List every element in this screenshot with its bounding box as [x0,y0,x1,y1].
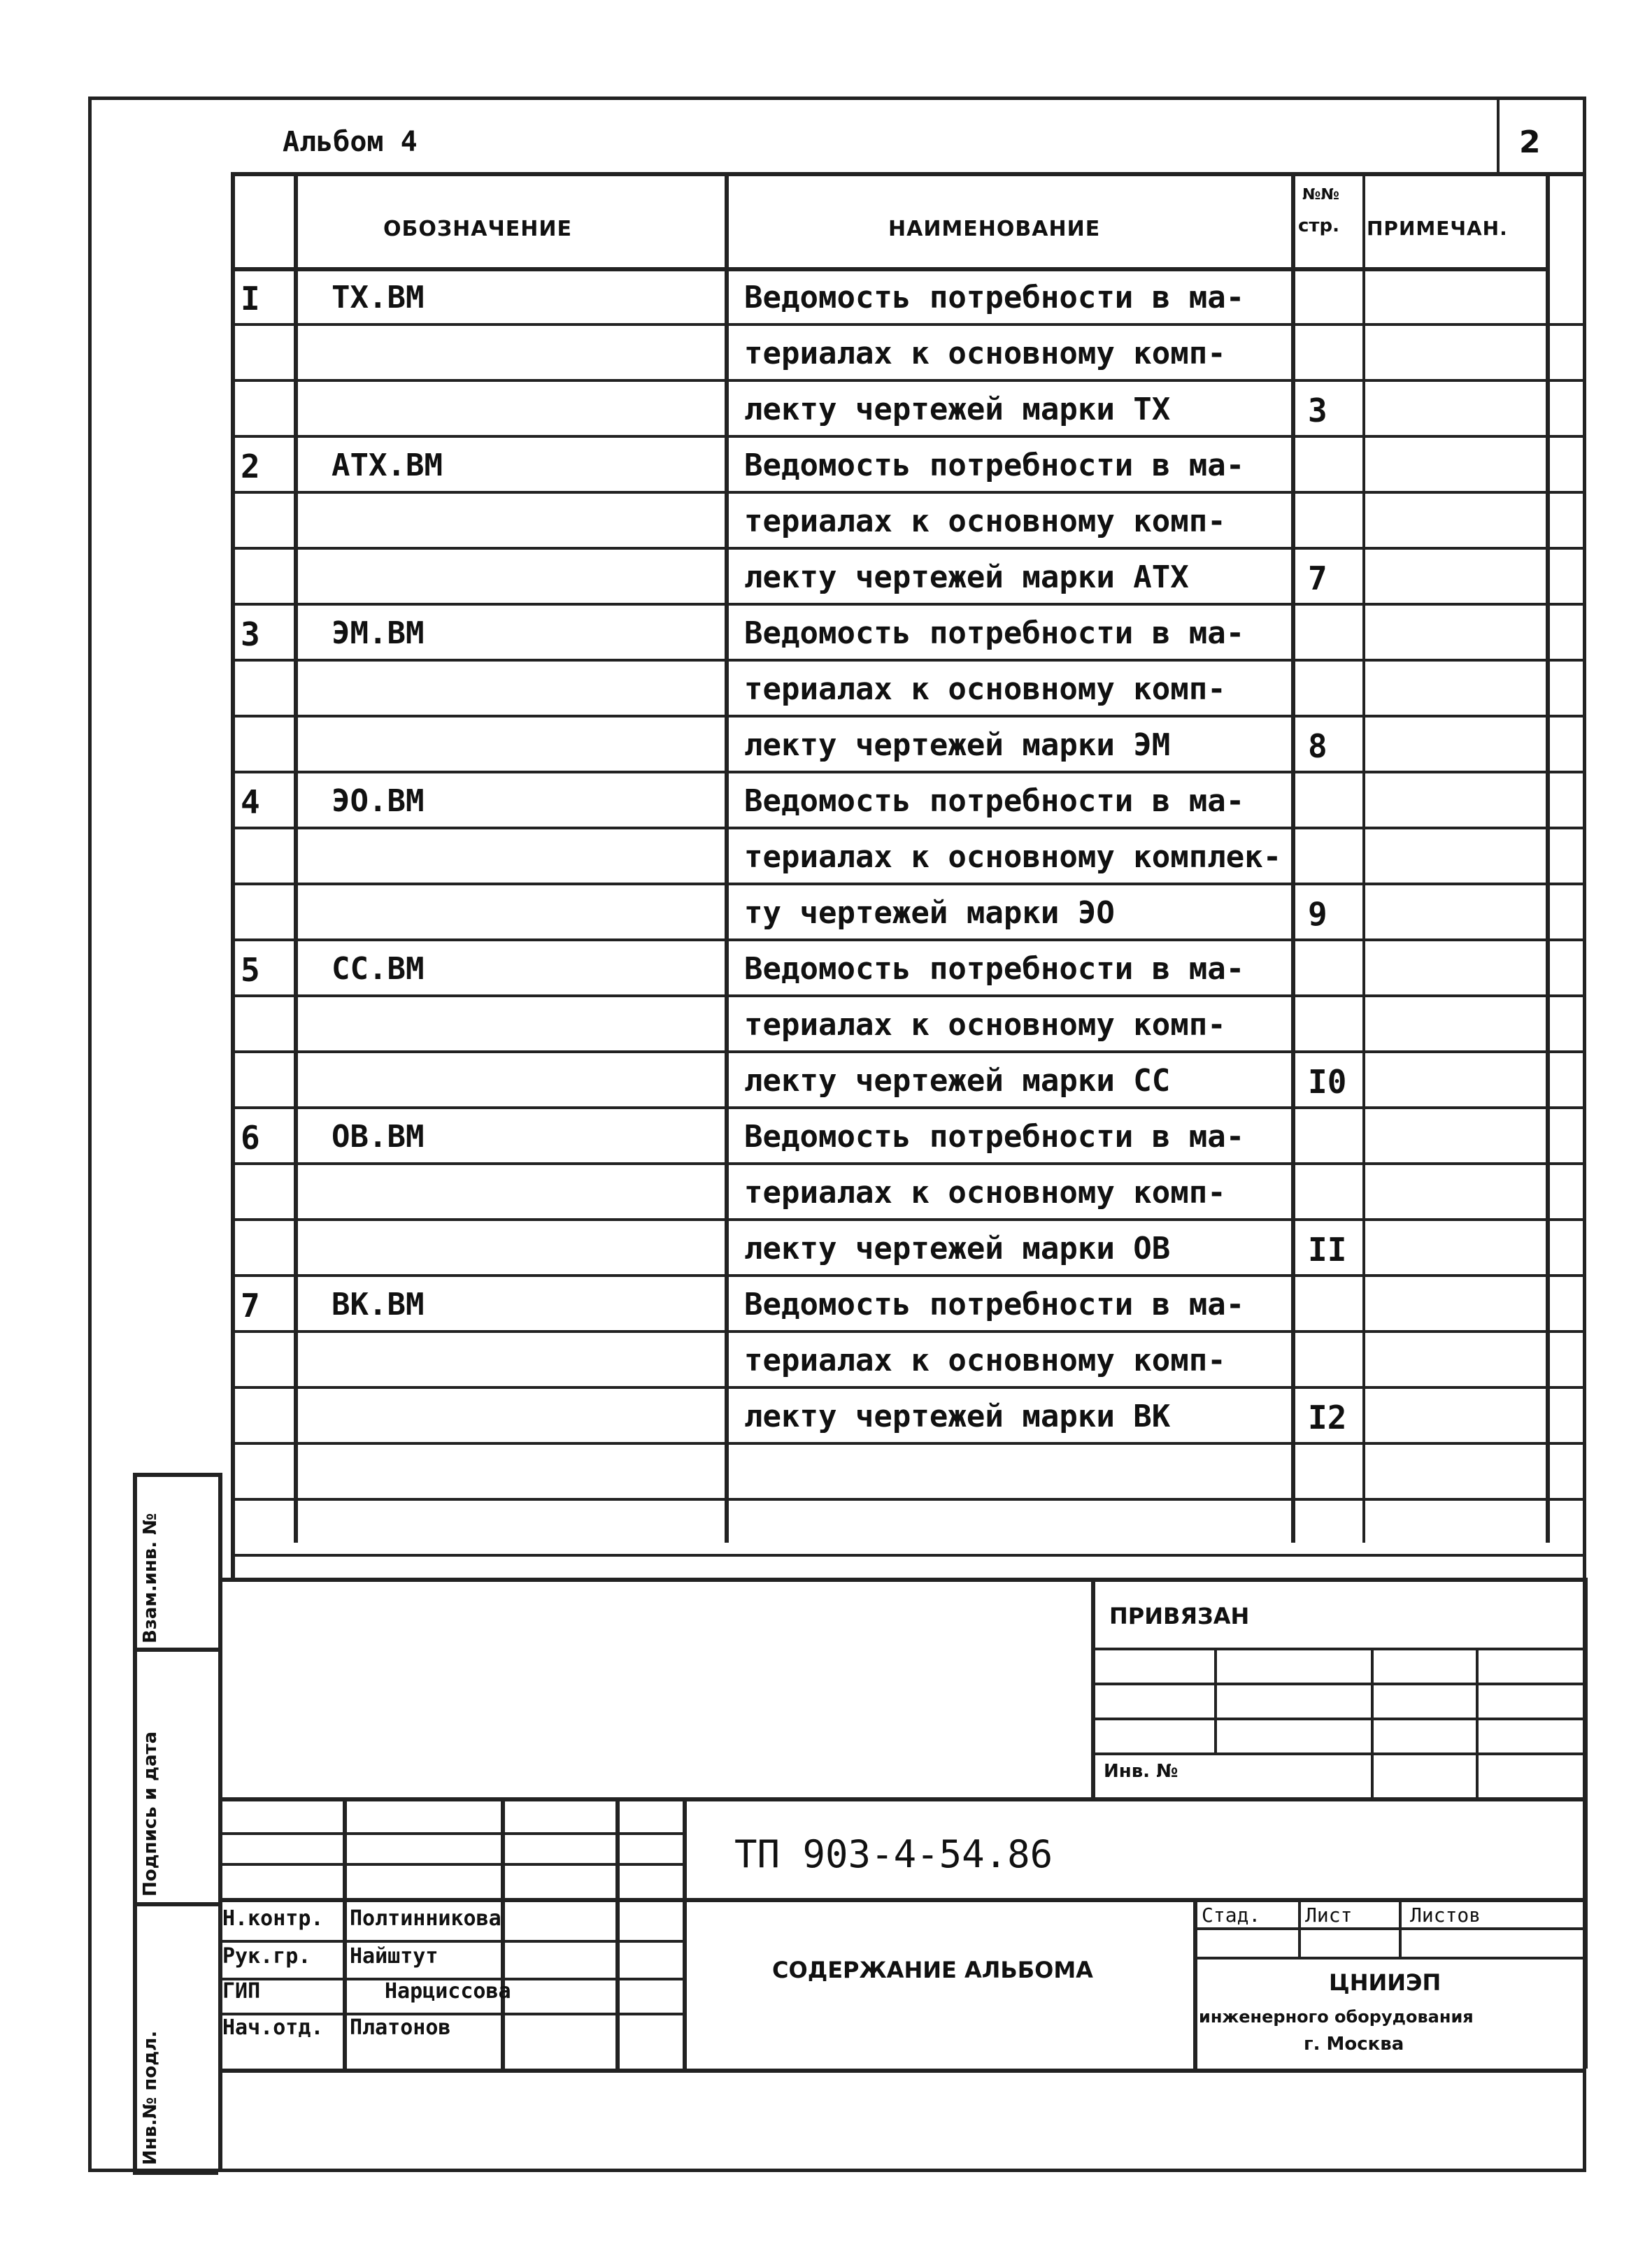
sig-col-2 [501,1797,505,2069]
row-rule [231,603,1586,606]
col-note-divider [1546,172,1550,1543]
binding-left-border [1091,1578,1095,1801]
column-header-designation: ОБОЗНАЧЕНИЕ [383,217,572,241]
row-name-line: Ведомость потребности в ма- [744,783,1245,819]
stage-line-1 [1193,1927,1586,1930]
row-number: 5 [241,951,260,989]
row-name-line: териалах к основному комп- [744,1175,1226,1211]
title-block-right [1583,1578,1588,2069]
row-name-line: Ведомость потребности в ма- [744,280,1245,315]
row-rule [231,547,1586,550]
row-rule [231,994,1586,997]
col-name-divider [1291,172,1295,1543]
row-rule [231,938,1586,941]
side-strip-div2 [133,1902,218,1906]
binding-col-2 [1371,1648,1374,1801]
sig-col-4 [683,1797,687,2069]
binding-line-2 [1091,1683,1586,1685]
side-label-sign-date: Подпись и дата [140,1731,161,1897]
signature-name: Полтинникова [350,1906,501,1931]
sheets-label: Листов [1410,1904,1481,1927]
row-rule [231,323,1586,326]
header-row-bottom [231,267,1546,271]
row-name-line: териалах к основному комп- [744,336,1226,371]
row-name-line: лекту чертежей марки ЭМ [744,727,1171,763]
row-page: 8 [1308,727,1327,765]
org-name: ЦНИИЭП [1329,1969,1441,1996]
row-page: 7 [1308,559,1327,597]
row-name-line: лекту чертежей марки ОВ [744,1231,1171,1266]
column-header-page-bottom: стр. [1298,215,1339,236]
row-number: I [241,280,260,317]
row-rule [231,715,1586,718]
row-rule [231,1330,1586,1333]
row-name-line: Ведомость потребности в ма- [744,1119,1245,1155]
row-name-line: Ведомость потребности в ма- [744,951,1245,987]
row-name-line: ту чертежей марки ЭО [744,895,1115,931]
row-name-line: лекту чертежей марки СС [744,1063,1171,1099]
row-rule [231,1106,1586,1109]
row-name-line: Ведомость потребности в ма- [744,1287,1245,1322]
sig-grid-line-3 [218,1940,683,1943]
row-name-line: териалах к основному комп- [744,1343,1226,1378]
row-page: I0 [1308,1063,1347,1101]
side-label-inv-replace: Взам.инв. № [140,1513,161,1643]
row-rule [231,827,1586,829]
row-name-line: Ведомость потребности в ма- [744,448,1245,483]
row-number: 4 [241,783,260,821]
title-block-bottom [218,2069,1586,2073]
binding-title: ПРИВЯЗАН [1109,1603,1250,1629]
row-page: 9 [1308,895,1327,933]
sig-grid-line-2 [218,1863,683,1866]
signature-role: Н.контр. [222,1906,324,1931]
stage-label: Стад. [1202,1904,1261,1927]
row-rule [231,1274,1586,1277]
table-top-border [231,172,1586,176]
row-rule [231,1498,1586,1501]
row-rule [231,1442,1586,1445]
col-num-divider [294,172,298,1543]
side-strip-right [218,1473,222,2172]
sig-col-3 [615,1797,620,2069]
row-name-line: териалах к основному комп- [744,671,1226,707]
sheet-number-divider [1497,97,1500,172]
title-block-mid [218,1898,1586,1902]
side-strip-bottom [133,2171,218,2175]
row-number: 6 [241,1119,260,1157]
sheet-number: 2 [1519,124,1541,160]
org-sub: инженерного оборудования [1199,2007,1474,2027]
row-name-line: лекту чертежей марки ТХ [744,392,1171,427]
binding-col-1 [1214,1648,1217,1752]
row-page: I2 [1308,1399,1347,1436]
sig-grid-line-1 [218,1832,683,1835]
row-name-line: териалах к основному комп- [744,1007,1226,1043]
row-designation: ОВ.ВМ [332,1119,425,1155]
row-rule [231,1218,1586,1221]
row-name-line: териалах к основному комп- [744,504,1226,539]
side-strip-top [133,1473,218,1477]
row-name-line: Ведомость потребности в ма- [744,615,1245,651]
row-rule [231,491,1586,494]
row-number: 7 [241,1287,260,1325]
binding-inv-label: Инв. № [1104,1761,1179,1782]
column-header-page-top: №№ [1302,186,1339,204]
binding-line-1 [1091,1648,1586,1650]
side-strip-left [133,1473,137,2172]
album-label: Альбом 4 [283,126,418,158]
row-name-line: териалах к основному комплек- [744,839,1282,875]
doc-title: СОДЕРЖАНИЕ АЛЬБОМА [772,1957,1093,1983]
row-rule [231,1386,1586,1389]
row-number: 3 [241,615,260,653]
row-designation: ВК.ВМ [332,1287,425,1322]
column-header-note: ПРИМЕЧАН. [1367,217,1508,240]
row-designation: АТХ.ВМ [332,448,443,483]
signature-role: Нач.отд. [222,2015,324,2040]
col-designation-divider [725,172,729,1543]
doc-code: ТП 903-4-54.86 [734,1832,1053,1876]
stage-line-2 [1193,1957,1586,1959]
row-designation: ЭО.ВМ [332,783,425,819]
row-designation: СС.ВМ [332,951,425,987]
signature-name: Нарциссова [385,1979,511,2004]
signature-role: ГИП [222,1979,261,2004]
binding-line-3 [1091,1718,1586,1720]
col-page-divider [1362,172,1365,1543]
row-rule [231,883,1586,885]
org-city: г. Москва [1304,2034,1404,2055]
title-block-top [218,1797,1586,1801]
signature-name: Платонов [350,2015,451,2040]
side-label-inv-orig: Инв.№ подл. [140,2030,161,2165]
row-rule [231,435,1586,438]
signature-name: Найштут [350,1944,439,1969]
row-rule [231,379,1586,382]
row-name-line: лекту чертежей марки ВК [744,1399,1171,1434]
row-rule [231,771,1586,773]
row-page: 3 [1308,392,1327,429]
table-left-border [231,172,235,1578]
signature-role: Рук.гр. [222,1944,311,1969]
row-rule [231,659,1586,662]
sig-col-1 [343,1797,347,2069]
row-designation: ТХ.ВМ [332,280,425,315]
row-designation: ЭМ.ВМ [332,615,425,651]
row-rule [231,1162,1586,1165]
row-rule [231,1554,1586,1557]
row-page: II [1308,1231,1347,1269]
row-name-line: лекту чертежей марки АТХ [744,559,1189,595]
binding-line-4 [1091,1752,1586,1755]
side-strip-div1 [133,1648,218,1652]
table-bottom-border [218,1578,1586,1582]
binding-col-3 [1476,1648,1479,1801]
row-rule [231,1050,1586,1053]
stage-col [1193,1898,1197,2069]
column-header-name: НАИМЕНОВАНИЕ [888,217,1101,241]
row-number: 2 [241,448,260,485]
sheet-label: Лист [1305,1904,1353,1927]
